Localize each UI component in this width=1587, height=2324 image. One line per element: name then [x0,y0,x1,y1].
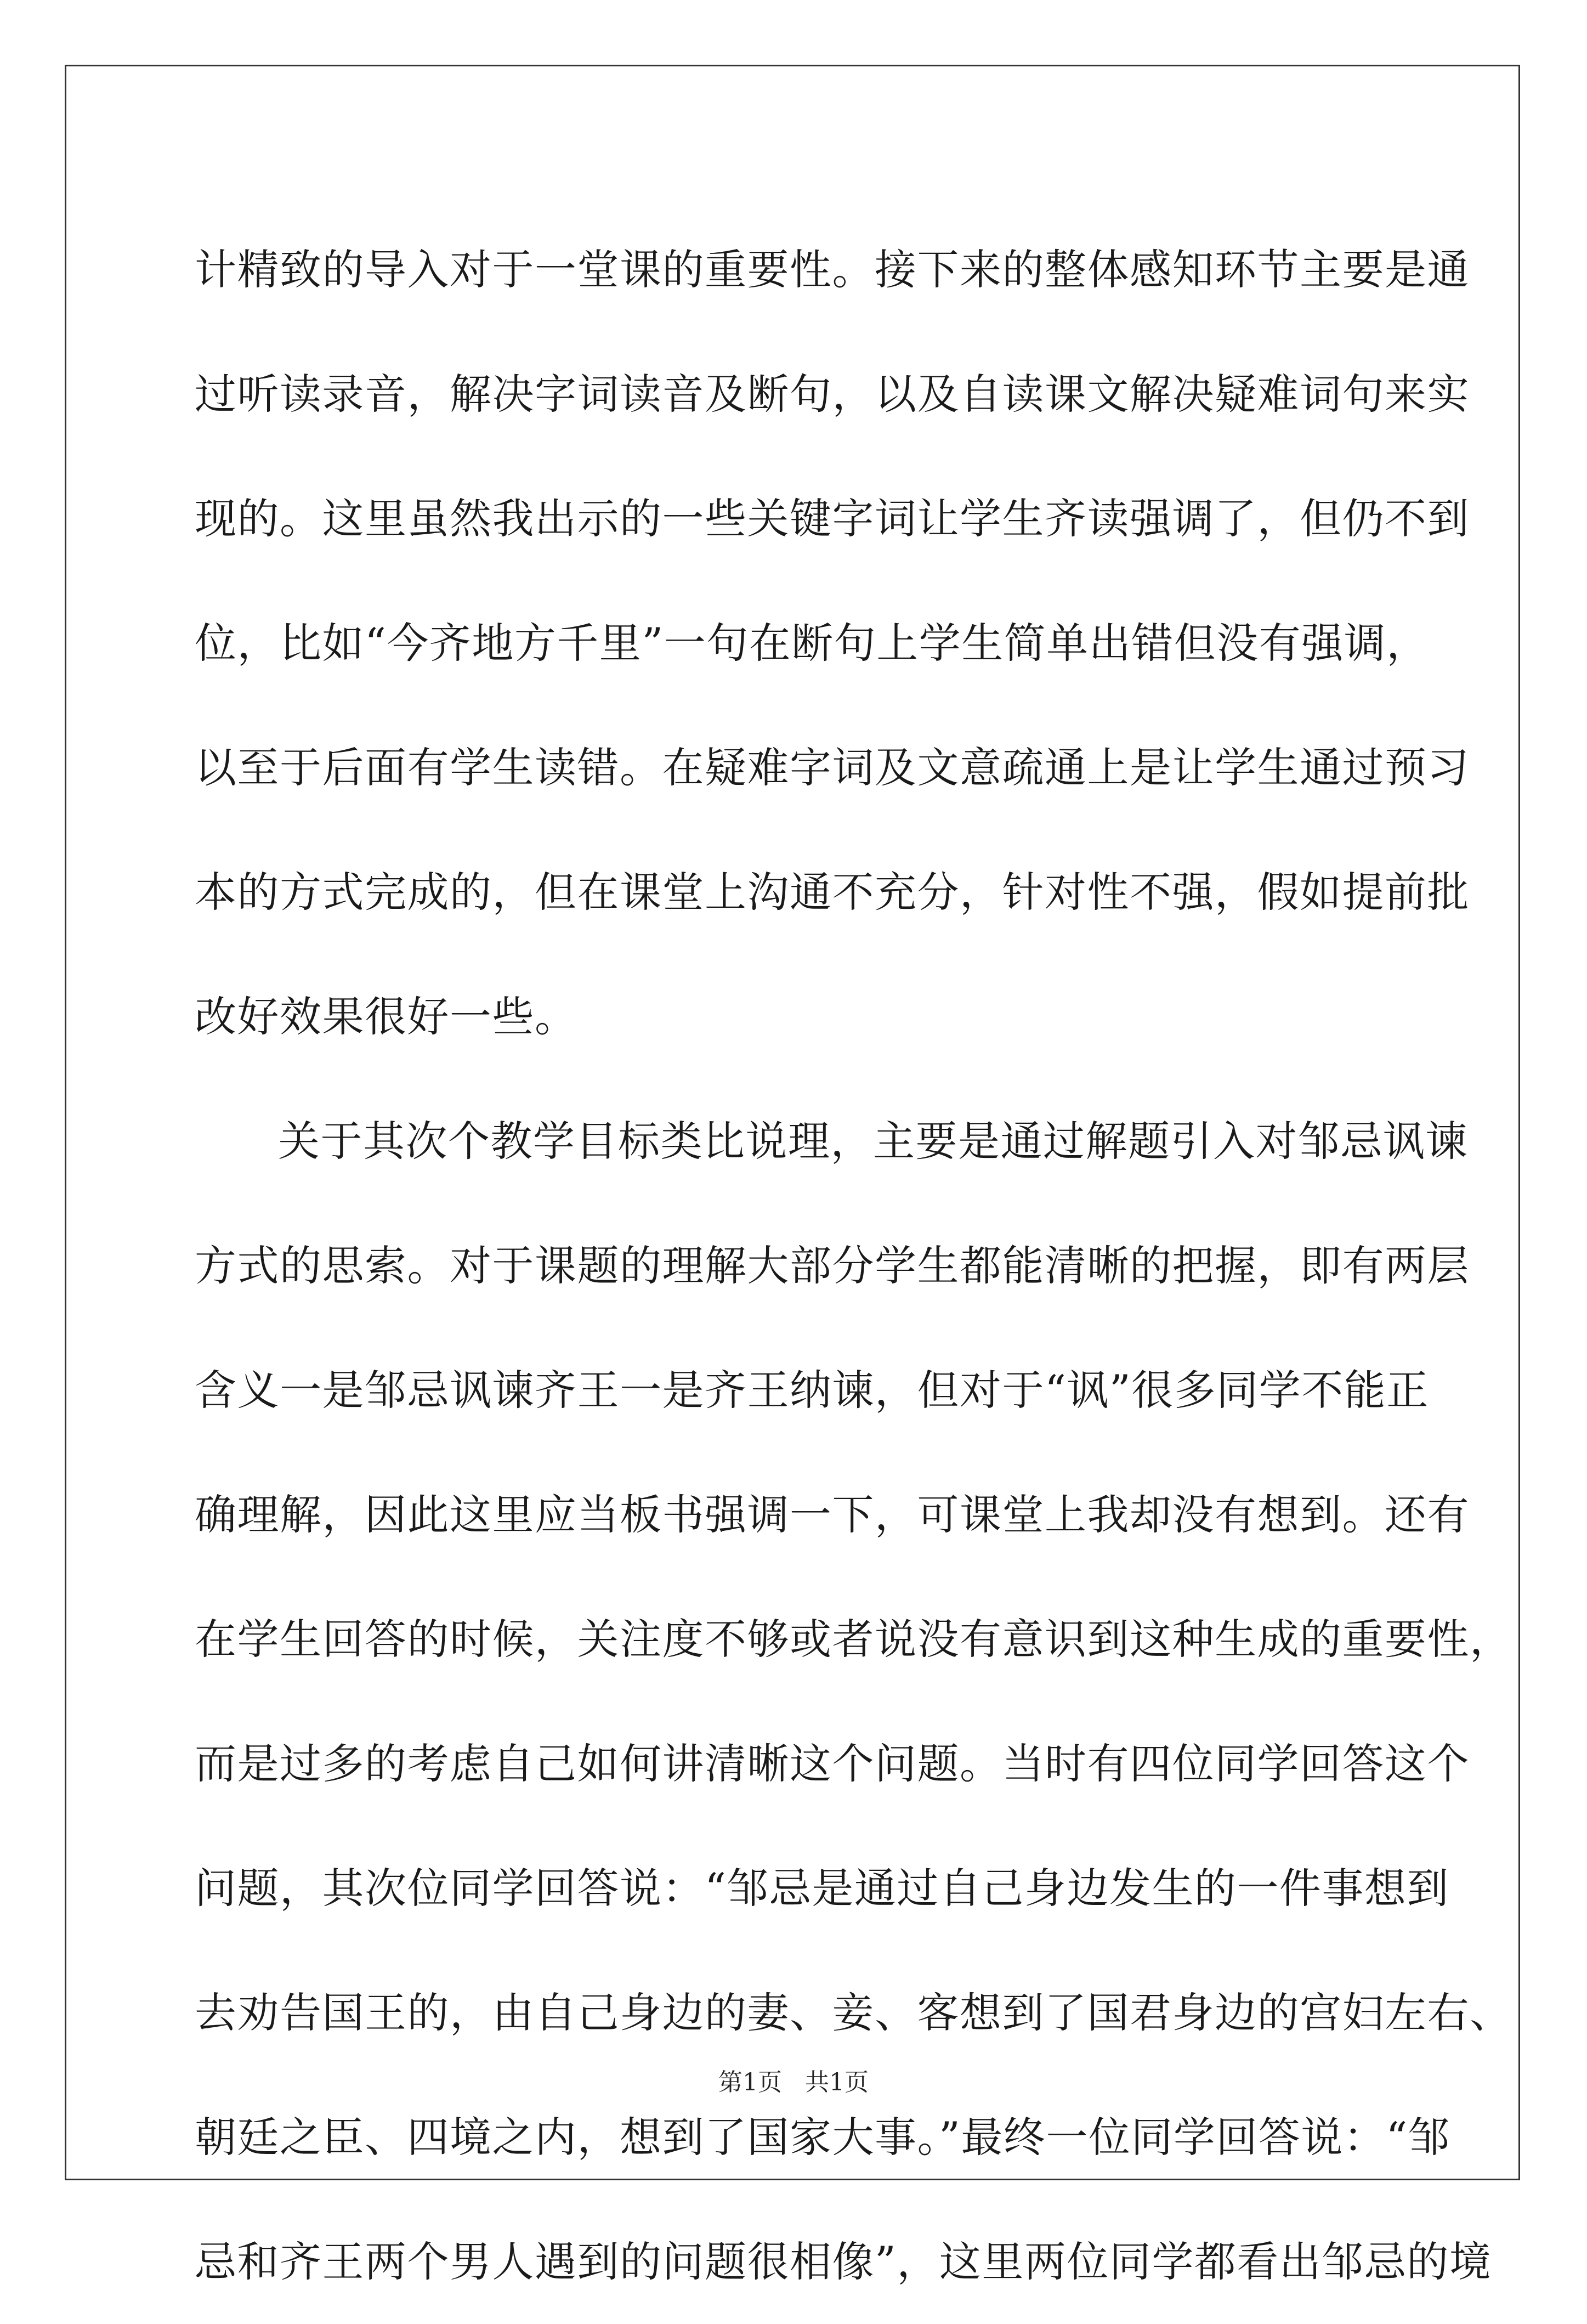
text-line: 而是过多的考虑自己如何讲清晰这个问题。当时有四位同学回答这个 [195,1739,1470,1788]
text-line: 问题，其次位同学回答说：“邹忌是通过自己身边发生的一件事想到 [195,1864,1449,1913]
page-number: 第1页 [718,2068,783,2096]
text-line: 位，比如“今齐地方千里”一句在断句上学生简单出错但没有强调， [195,619,1429,668]
paragraph-2 [195,1079,1512,2324]
text-line: 朝廷之臣、四境之内，想到了国家大事。”最终一位同学回答说：“邹 [195,2113,1451,2162]
document-body [195,207,1512,2324]
text-line: 改好效果很好一些。 [195,992,577,1041]
text-line: 去劝告国王的，由自己身边的妻、妾、客想到了国君身边的宫妇左右、 [195,1988,1512,2037]
text-line: 确理解，因此这里应当板书强调一下，可课堂上我却没有想到。还有 [195,1490,1470,1539]
page-total: 共1页 [804,2068,869,2096]
text-line: 本的方式完成的，但在课堂上沟通不充分，针对性不强，假如提前批 [195,868,1470,917]
text-line: 计精致的导入对于一堂课的重要性。接下来的整体感知环节主要是通 [195,245,1470,294]
text-line: 关于其次个教学目标类比说理，主要是通过解题引入对邹忌讽谏 [278,1117,1468,1166]
text-line: 现的。这里虽然我出示的一些关键字词让学生齐读强调了，但仍不到 [195,494,1470,543]
page-footer [0,2062,1587,2097]
paragraph-1 [195,207,1470,1079]
text-line: 忌和齐王两个男人遇到的问题很相像”，这里两位同学都看出邹忌的境 [195,2237,1492,2286]
text-line: 过听读录音，解决字词读音及断句，以及自读课文解决疑难词句来实 [195,370,1470,419]
text-line: 含义一是邹忌讽谏齐王一是齐王纳谏，但对于“讽”很多同学不能正 [195,1366,1429,1415]
text-line: 在学生回答的时候，关注度不够或者说没有意识到这种生成的重要性， [195,1615,1512,1664]
text-line: 方式的思索。对于课题的理解大部分学生都能清晰的把握，即有两层 [195,1241,1470,1290]
text-line: 以至于后面有学生读错。在疑难字词及文意疏通上是让学生通过预习 [195,743,1470,792]
